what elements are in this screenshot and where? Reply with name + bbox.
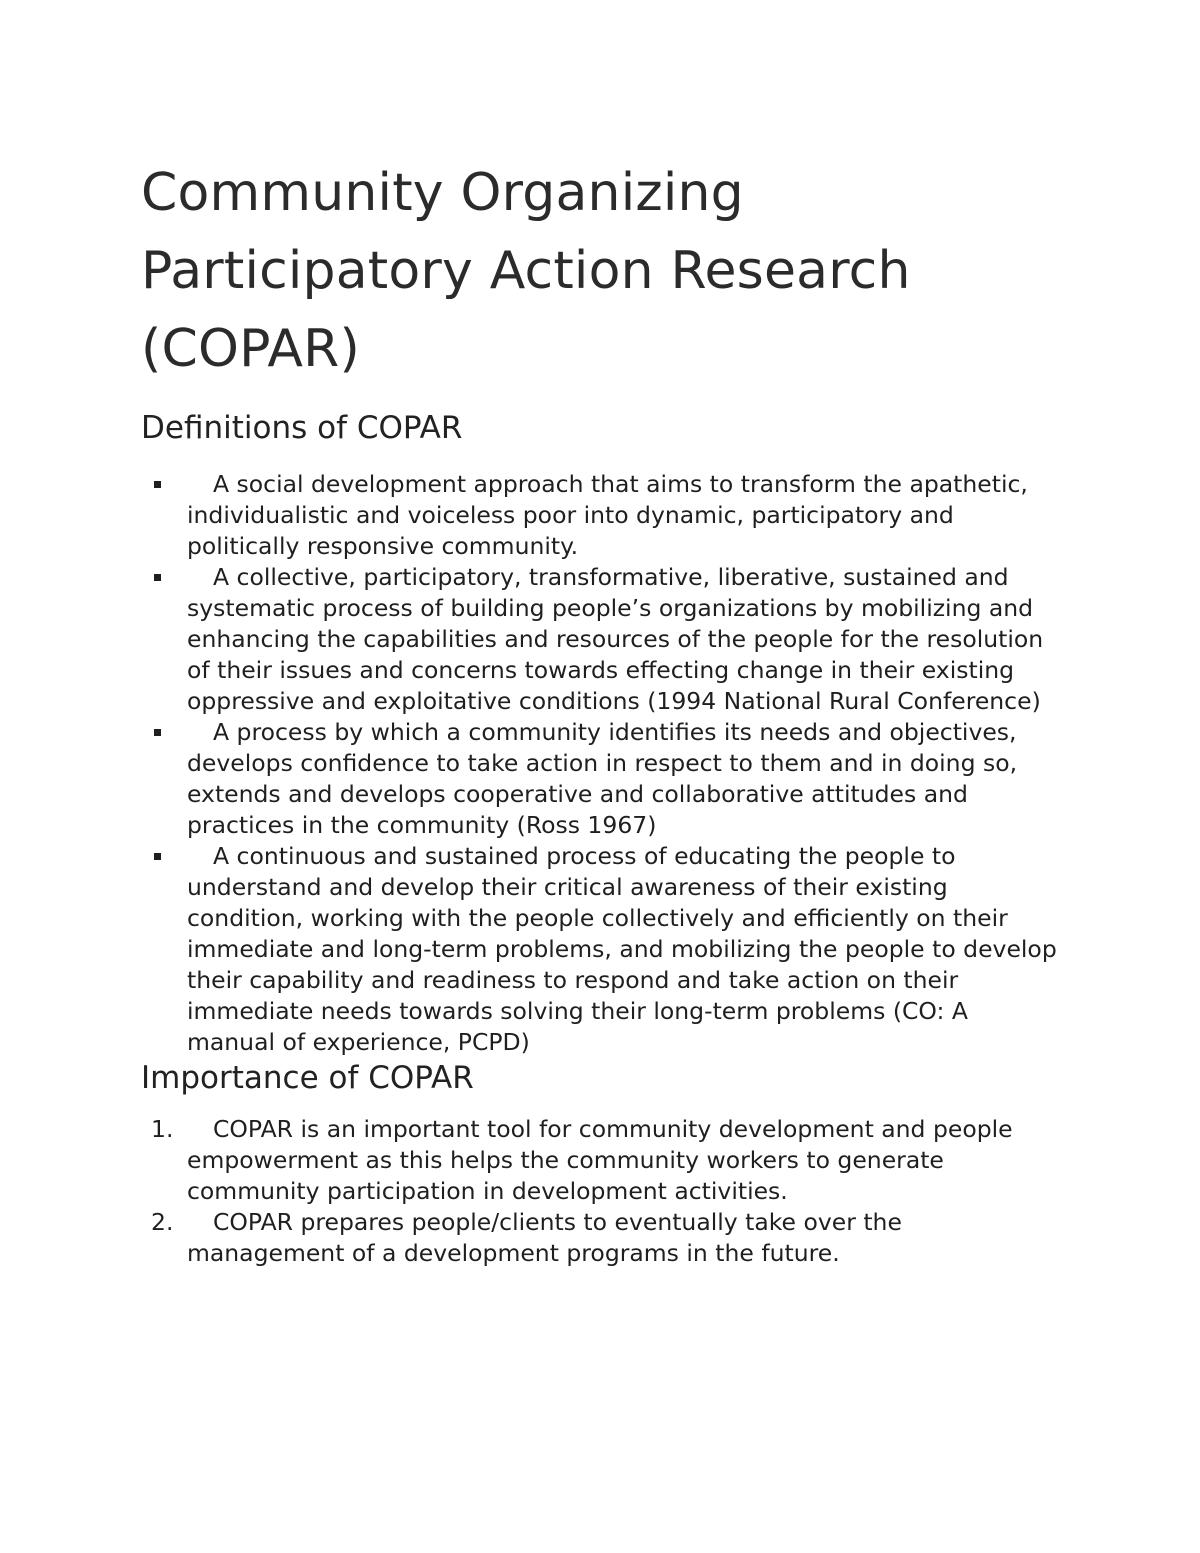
definition-item: [141, 717, 1061, 841]
importance-item: [141, 1207, 1061, 1269]
definitions-list: [141, 469, 1061, 1058]
definition-item: [141, 841, 1061, 1058]
square-bullet-icon: [154, 574, 161, 581]
importance-heading: Importance of COPAR: [141, 1060, 474, 1096]
definition-item: [141, 562, 1061, 717]
document-title: [141, 154, 1061, 388]
definition-item: [141, 469, 1061, 562]
title-line: Participatory Action Research: [141, 241, 911, 301]
square-bullet-icon: [154, 729, 161, 736]
square-bullet-icon: [154, 481, 161, 488]
document-content: [141, 154, 1061, 1269]
list-number: 2.: [151, 1208, 174, 1236]
importance-item: [141, 1114, 1061, 1207]
definitions-heading: Definitions of COPAR: [141, 410, 463, 446]
title-line: (COPAR): [141, 319, 360, 379]
list-number: 1.: [151, 1115, 174, 1143]
square-bullet-icon: [154, 853, 161, 860]
importance-text: COPAR prepares people/clients to eventually take over the management of a development programs in the future.: [187, 1208, 902, 1267]
importance-text: COPAR is an important tool for community development and people empowerment as this helps the community workers to generate community participation in development activities.: [187, 1115, 1013, 1205]
definition-text: A collective, participatory, transformative, liberative, sustained and systematic process of building people’s organizations by mobilizing and enhancing the capabilities and resources of the people for the resolution of their issues and concerns towards effecting change in their existing oppressive and exploitative conditions (1994 National Rural Conference): [187, 563, 1044, 715]
definition-text: A continuous and sustained process of educating the people to understand and develop their critical awareness of their existing condition, working with the people collectively and efficiently on their immediate and long-term problems, and mobilizing the people to develop their capability and readiness to respond and take action on their immediate needs towards solving their long-term problems (CO: A manual of experience, PCPD): [187, 842, 1057, 1056]
importance-list: [141, 1114, 1061, 1269]
definition-text: A process by which a community identifies its needs and objectives, develops confidence to take action in respect to them and in doing so, extends and develops cooperative and collaborative attitudes and practices in the community (Ross 1967): [187, 718, 1018, 839]
definition-text: A social development approach that aims to transform the apathetic, individualistic and voiceless poor into dynamic, participatory and politically responsive community.: [187, 470, 1028, 560]
title-line: Community Organizing: [141, 163, 744, 223]
